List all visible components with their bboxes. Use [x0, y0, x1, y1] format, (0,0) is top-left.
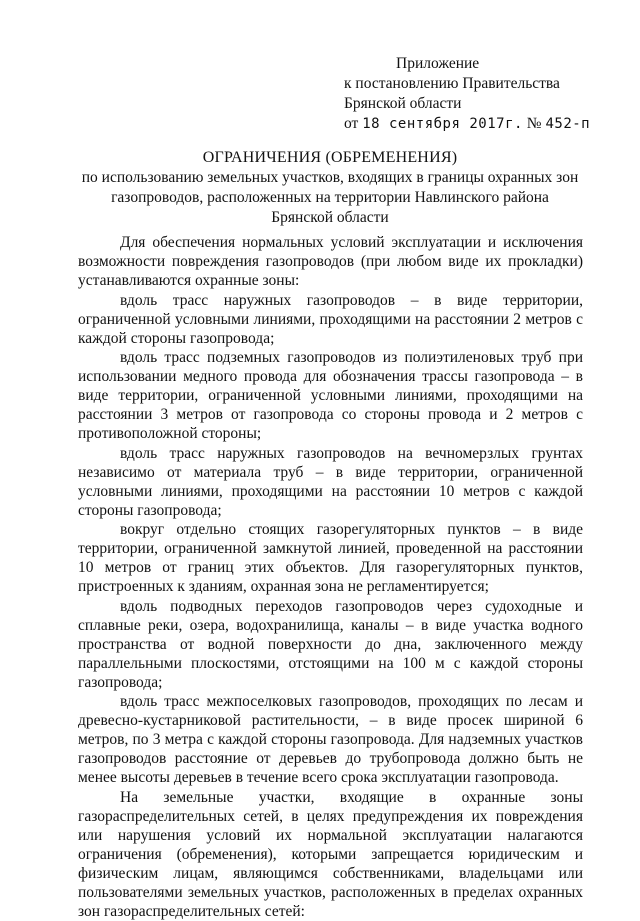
paragraph-land-restrictions: На земельные участки, входящие в охранные зоны газораспределительных сетей, в целях предупреждения их повреждения или нарушения условий их нормальной эксплуатации налагаются ограничения (обременения), которыми запрещается юридическим и физическим лицам, являющимся собственниками, владельцами или пользователями земельных участков, расположенных в пределах охранных зон газораспределительных сетей:: [78, 788, 583, 920]
title-line-1: по использованию земельных участков, входящих в границы охранных зон: [81, 169, 579, 186]
appendix-label: Приложение: [396, 55, 480, 72]
document-date: 18 сентября 2017г.: [362, 116, 523, 132]
paragraph-permafrost-pipelines: вдоль трасс наружных газопроводов на вечномерзлых грунтах независимо от материала труб – в виде территории, ограниченной условными линиями, проходящими на расстоянии 10 метров с каждой стороны газопровода;: [78, 444, 583, 519]
paragraph-polyethylene-pipelines: вдоль трасс подземных газопроводов из полиэтиленовых труб при использовании медного провода для обозначения трассы газопровода – в виде территории, ограниченной условными линиями, проходящими на расстоянии 3 метров от газопровода со стороны провода и 2 метров с противоположной стороны;: [78, 349, 583, 442]
appendix-date-line: [344, 114, 590, 134]
document-title: [70, 148, 590, 228]
paragraph-underwater-crossings: вдоль подводных переходов газопроводов через судоходные и сплавные реки, озера, водохранилища, каналы – в виде участка водного пространства от водной поверхности до дна, заключенного между параллельными плоскостями, отстоящими на 100 м с каждой стороны газопровода;: [78, 597, 583, 691]
appendix-region: Брянской области: [344, 95, 462, 112]
title-line-3: Брянской области: [271, 209, 389, 226]
appendix-reference: к постановлению Правительства: [344, 75, 560, 92]
number-sign: №: [526, 115, 542, 132]
appendix-block: [344, 54, 590, 134]
date-prefix: от: [344, 115, 359, 132]
paragraph-forest-pipelines: вдоль трасс межпоселковых газопроводов, проходящих по лесам и древесно-кустарниковой растительности, – в виде просек шириной 6 метров, по 3 метра с каждой стороны газопровода. Для надземных участков газопроводов расстояние от деревьев до трубопровода должно быть не менее высоты деревьев в течение всего срока эксплуатации газопровода.: [78, 693, 583, 786]
document-body: [78, 233, 583, 921]
paragraph-outdoor-pipelines: вдоль трасс наружных газопроводов – в виде территории, ограниченной условными линиями, проходящими на расстоянии 2 метров с каждой стороны газопровода;: [78, 291, 583, 347]
document-number: 452-п: [545, 116, 591, 132]
paragraph-regulator-points: вокруг отдельно стоящих газорегуляторных пунктов – в виде территории, ограниченной замкнутой линией, проведенной на расстоянии 10 метров от границ этих объектов. Для газорегуляторных пунктов, пристроенных к зданиям, охранная зона не регламентируется;: [78, 521, 583, 595]
title-line-2: газопроводов, расположенных на территории Навлинского района: [111, 189, 549, 206]
paragraph-intro: Для обеспечения нормальных условий эксплуатации и исключения возможности повреждения газопроводов (при любом виде их прокладки) устанавливаются охранные зоны:: [78, 234, 583, 289]
title-heading: ОГРАНИЧЕНИЯ (ОБРЕМЕНЕНИЯ): [202, 149, 458, 166]
